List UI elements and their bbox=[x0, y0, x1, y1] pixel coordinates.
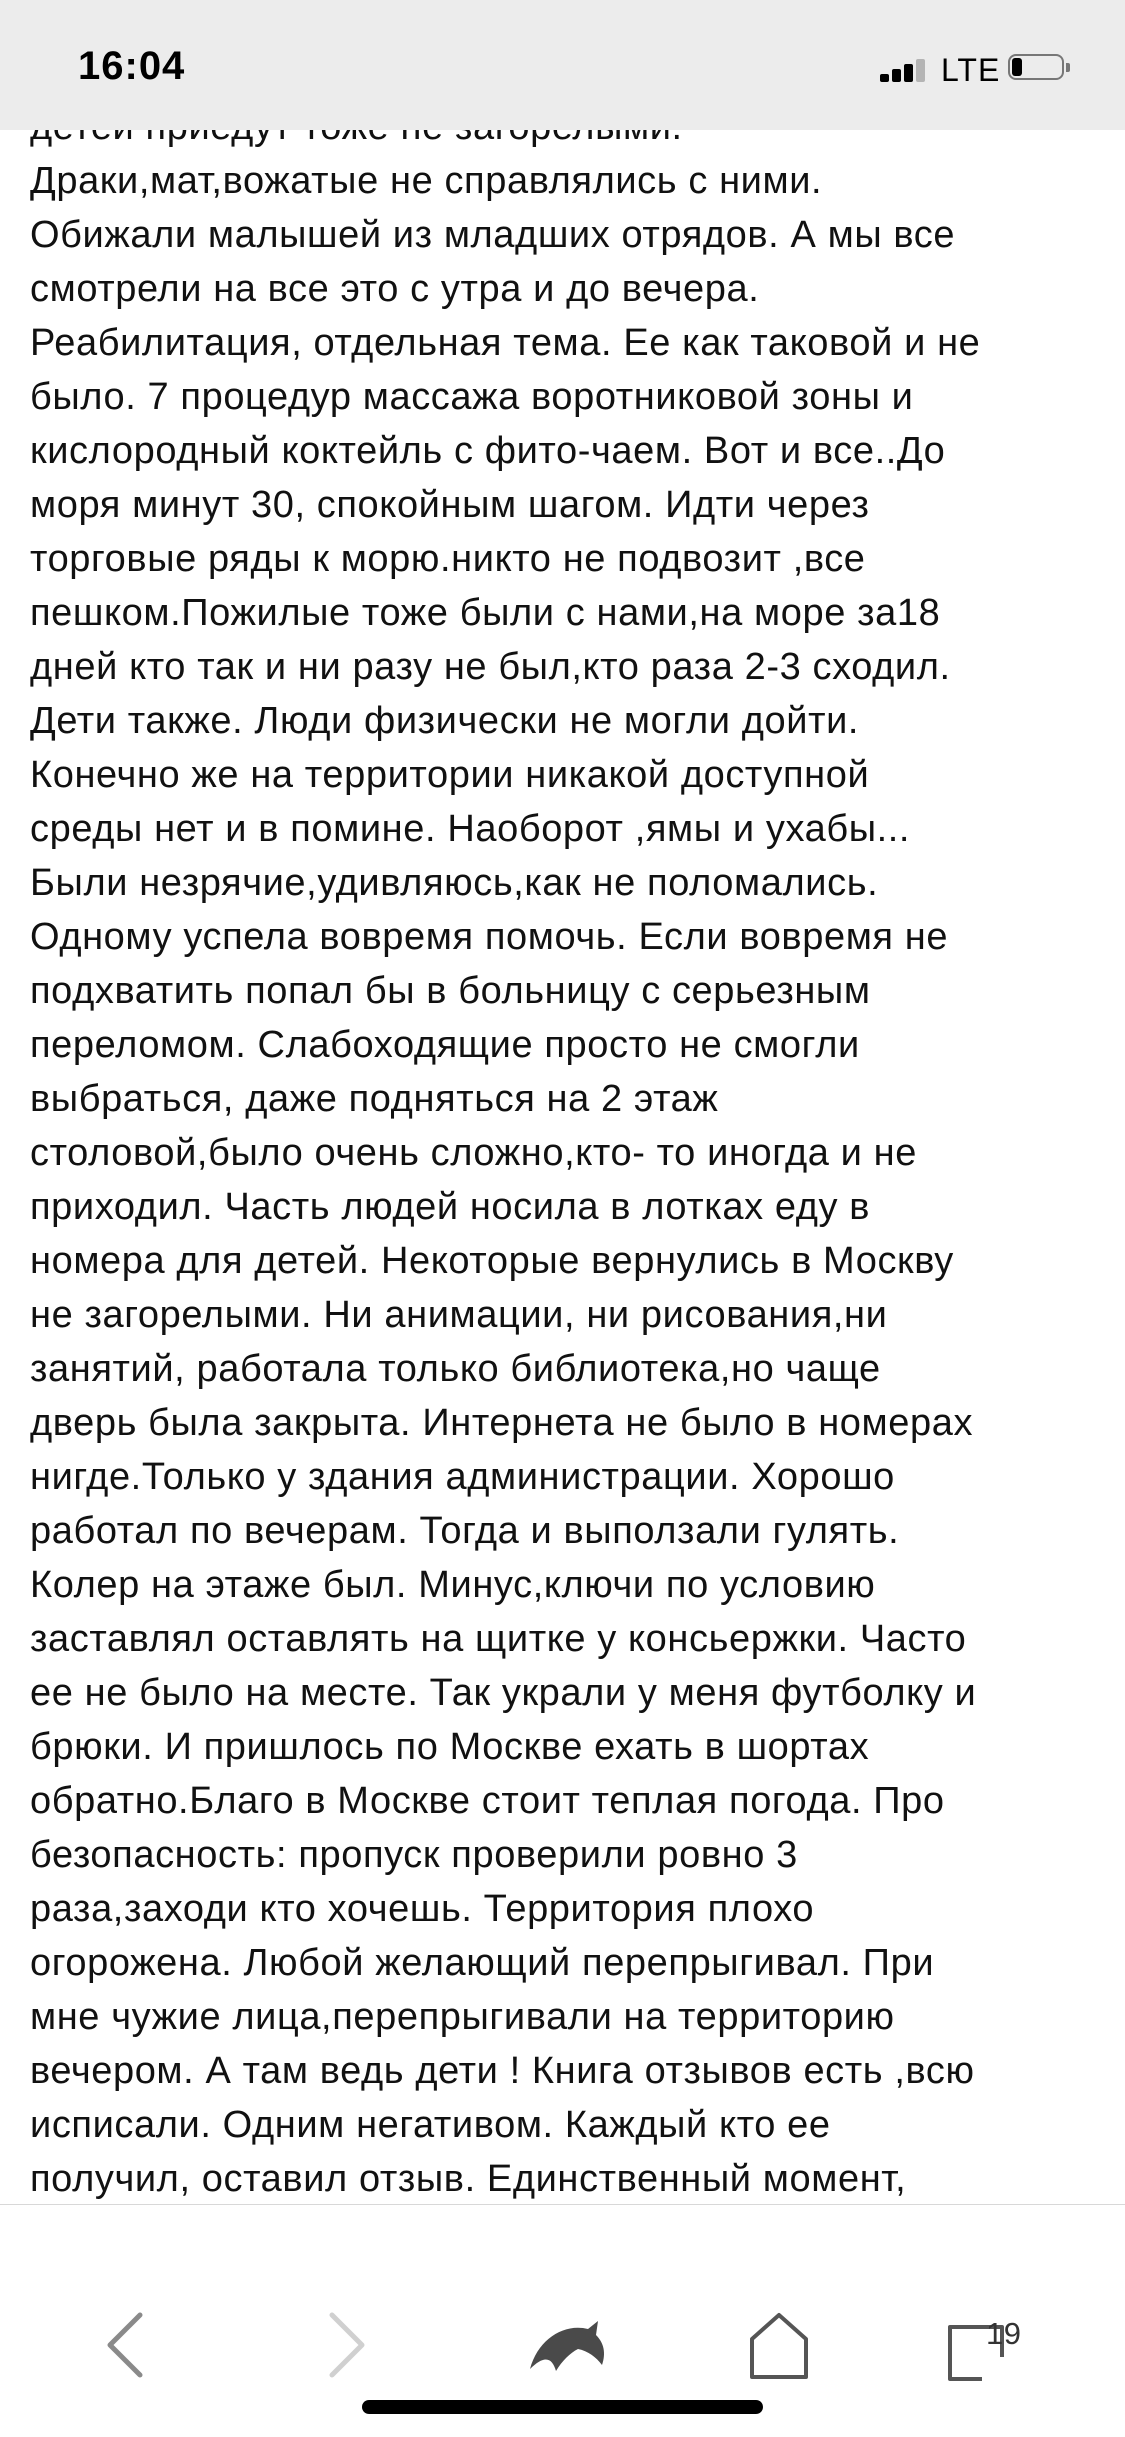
article-line: не загорелыми. Ни анимации, ни рисования,ни bbox=[30, 1294, 888, 1336]
article-line: работал по вечерам. Тогда и выползали гулять. bbox=[30, 1510, 900, 1552]
article-line: раза,заходи кто хочешь. Территория плохо bbox=[30, 1888, 815, 1930]
tabs-icon bbox=[930, 2295, 1040, 2395]
article-line: Реабилитация, отдельная тема. Ее как таковой и не bbox=[30, 322, 981, 364]
chevron-right-icon bbox=[290, 2295, 400, 2395]
article-line: получил, оставил отзыв. Единственный момент, bbox=[30, 2158, 907, 2200]
article-line: огорожена. Любой желающий перепрыгивал. При bbox=[30, 1942, 935, 1984]
article-line: было. 7 процедур массажа воротниковой зоны и bbox=[30, 376, 914, 418]
signal-bar bbox=[916, 59, 925, 82]
article-text bbox=[30, 100, 1105, 2204]
article-line: торговые ряды к морю.никто не подвозит ,все bbox=[30, 538, 866, 580]
article-line: номера для детей. Некоторые вернулись в Москву bbox=[30, 1240, 954, 1282]
signal-bar bbox=[904, 64, 913, 82]
share-button[interactable] bbox=[508, 2295, 618, 2395]
article-line: заставлял оставлять на щитке у консьержки. Часто bbox=[30, 1618, 967, 1660]
battery-icon bbox=[1008, 54, 1072, 84]
forward-button[interactable] bbox=[290, 2295, 400, 2395]
cellular-signal-icon bbox=[880, 58, 928, 82]
home-indicator[interactable] bbox=[362, 2400, 763, 2414]
article-line: Одному успела вовремя помочь. Если вовремя не bbox=[30, 916, 949, 958]
tab-count-badge: 19 bbox=[986, 2316, 1022, 2351]
article-line: приходил. Часть людей носила в лотках еду в bbox=[30, 1186, 871, 1228]
article-line: занятий, работала только библиотека,но чаще bbox=[30, 1348, 881, 1390]
article-line: кислородный коктейль с фито-чаем. Вот и все..До bbox=[30, 430, 946, 472]
article-line: Обижали малышей из младших отрядов. А мы все bbox=[30, 214, 956, 256]
article-line: пешком.Пожилые тоже были с нами,на море за18 bbox=[30, 592, 941, 634]
back-button[interactable] bbox=[72, 2295, 182, 2395]
article-line: брюки. И пришлось по Москве ехать в шортах bbox=[30, 1726, 870, 1768]
article-line: дверь была закрыта. Интернета не было в номерах bbox=[30, 1402, 974, 1444]
chevron-left-icon bbox=[72, 2295, 182, 2395]
network-type: LTE bbox=[941, 52, 1001, 88]
article-line: Дети также. Люди физически не могли дойти. bbox=[30, 700, 860, 742]
dolphin-share-icon bbox=[508, 2295, 618, 2395]
home-button[interactable] bbox=[724, 2295, 834, 2395]
signal-bar bbox=[892, 69, 901, 82]
article-line: нигде.Только у здания администрации. Хорошо bbox=[30, 1456, 895, 1498]
article-line: среды нет и в помине. Наоборот ,ямы и ухабы... bbox=[30, 808, 911, 850]
article-line: Были незрячие,удивляюсь,как не поломались. bbox=[30, 862, 879, 904]
article-line: переломом. Слабоходящие просто не смогли bbox=[30, 1024, 860, 1066]
signal-bar bbox=[880, 74, 889, 82]
article-line: обратно.Благо в Москве стоит теплая погода. Про bbox=[30, 1780, 945, 1822]
article-line: безопасность: пропуск проверили ровно 3 bbox=[30, 1834, 798, 1876]
article-line: вечером. А там ведь дети ! Книга отзывов есть ,всю bbox=[30, 2050, 975, 2092]
status-time: 16:04 bbox=[78, 44, 186, 88]
article-line: столовой,было очень сложно,кто- то иногда и не bbox=[30, 1132, 917, 1174]
article-line: дней кто так и ни разу не был,кто раза 2-3 сходил. bbox=[30, 646, 951, 688]
article-line: ее не было на месте. Так украли у меня футболку и bbox=[30, 1672, 977, 1714]
article-line: смотрели на все это с утра и до вечера. bbox=[30, 268, 760, 310]
article-line: Конечно же на территории никакой доступной bbox=[30, 754, 870, 796]
tabs-button[interactable] bbox=[930, 2295, 1040, 2395]
status-bar bbox=[0, 0, 1125, 130]
article-line: исписали. Одним негативом. Каждый кто ее bbox=[30, 2104, 831, 2146]
article-line: моря минут 30, спокойным шагом. Идти через bbox=[30, 484, 870, 526]
article-line: Колер на этаже был. Минус,ключи по условию bbox=[30, 1564, 876, 1606]
article-line: мне чужие лица,перепрыгивали на территорию bbox=[30, 1996, 895, 2038]
article-line: Драки,мат,вожатые не справлялись с ними. bbox=[30, 160, 823, 202]
article-line: выбраться, даже подняться на 2 этаж bbox=[30, 1078, 719, 1120]
article-line: подхватить попал бы в больницу с серьезным bbox=[30, 970, 871, 1012]
home-icon bbox=[724, 2295, 834, 2395]
